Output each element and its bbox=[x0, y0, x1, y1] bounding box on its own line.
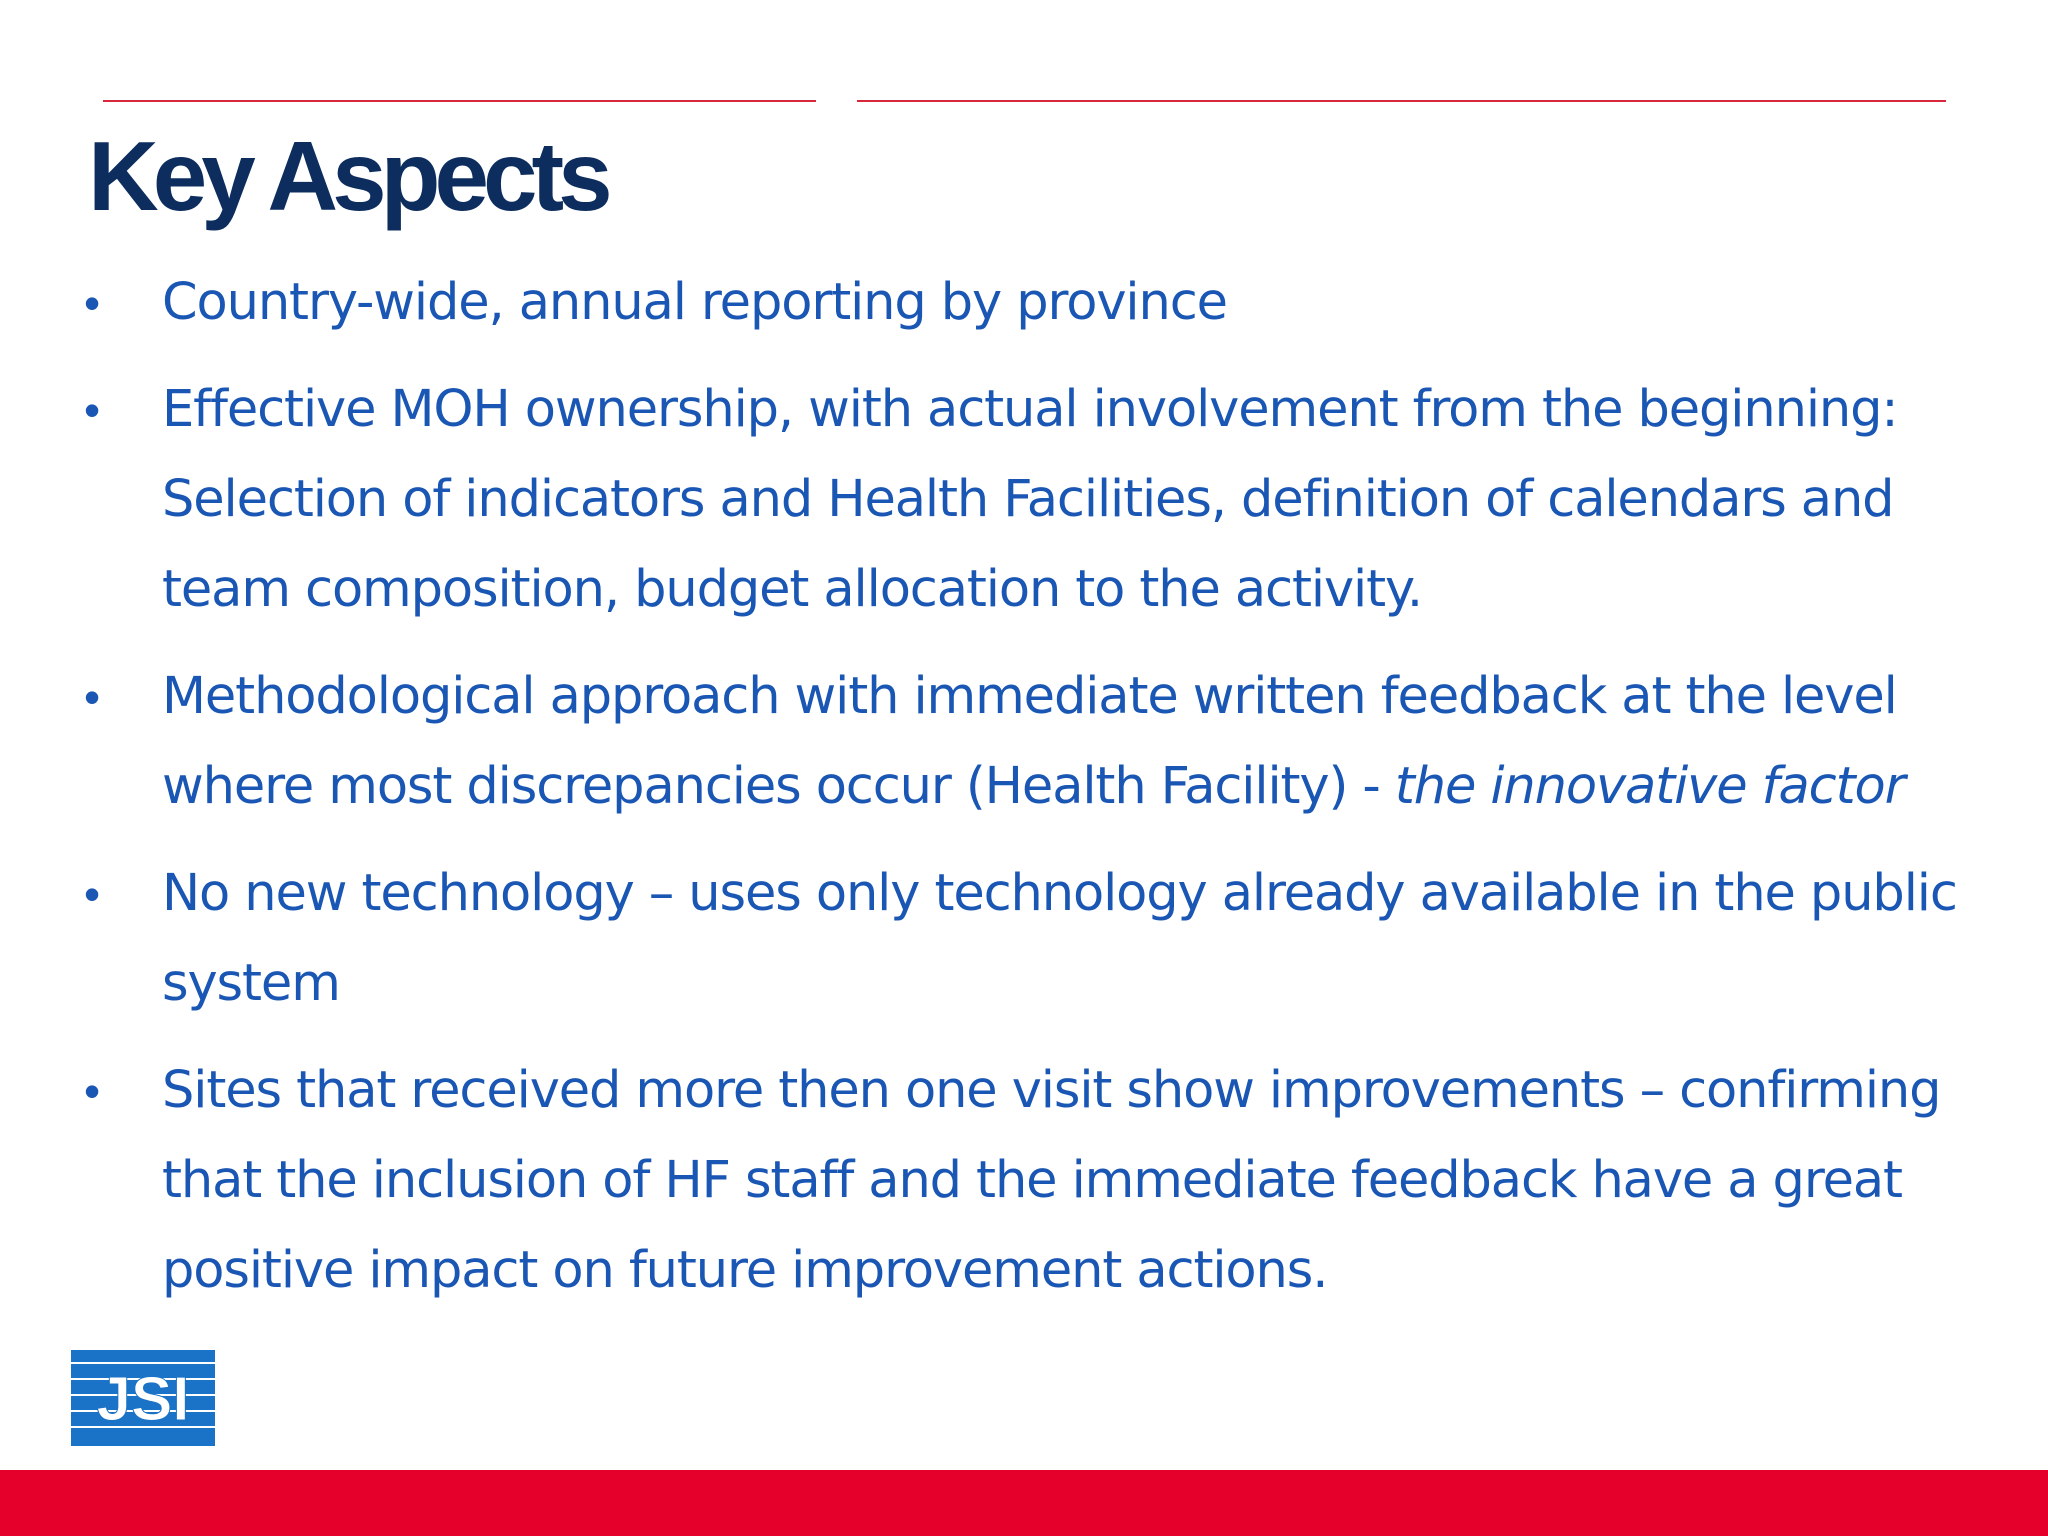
bullet-line: Selection of indicators and Health Facilities, definition of calendars and bbox=[162, 470, 1894, 529]
bullet-line: system bbox=[162, 954, 340, 1013]
bullet-line: Effective MOH ownership, with actual involvement from the beginning: bbox=[162, 380, 1898, 439]
bullet-line: Country-wide, annual reporting by province bbox=[162, 273, 1227, 332]
bullet-icon: • bbox=[84, 384, 101, 436]
header-rule-right bbox=[857, 100, 1946, 102]
bullet-line: Methodological approach with immediate written feedback at the level bbox=[162, 667, 1897, 726]
bullet-icon: • bbox=[84, 1065, 101, 1117]
bullet-line: Sites that received more then one visit show improvements – confirming bbox=[162, 1061, 1941, 1120]
bullet-line: positive impact on future improvement actions. bbox=[162, 1241, 1328, 1300]
bullet-text bbox=[162, 258, 2022, 348]
bullet-text bbox=[162, 365, 2022, 635]
slide-title: Key Aspects bbox=[88, 121, 607, 231]
emphasis-text: the innovative factor bbox=[1394, 757, 1905, 816]
bullet-line-text: where most discrepancies occur (Health Facility) - bbox=[162, 757, 1395, 816]
bullet-icon: • bbox=[84, 671, 101, 723]
bullet-line: that the inclusion of HF staff and the immediate feedback have a great bbox=[162, 1151, 1902, 1210]
logo-text: JSI bbox=[96, 1365, 190, 1434]
bullet-icon: • bbox=[84, 868, 101, 920]
footer-bar bbox=[0, 1470, 2048, 1536]
bullet-icon: • bbox=[84, 277, 101, 329]
bullet-text bbox=[162, 652, 2022, 832]
jsi-logo-icon bbox=[71, 1350, 215, 1446]
header-rule-left bbox=[103, 100, 816, 102]
bullet-line bbox=[162, 742, 2022, 832]
bullet-line: No new technology – uses only technology already available in the public bbox=[162, 864, 1957, 923]
bullet-line: team composition, budget allocation to the activity. bbox=[162, 560, 1422, 619]
bullet-text bbox=[162, 849, 2022, 1029]
bullet-text bbox=[162, 1046, 2022, 1316]
